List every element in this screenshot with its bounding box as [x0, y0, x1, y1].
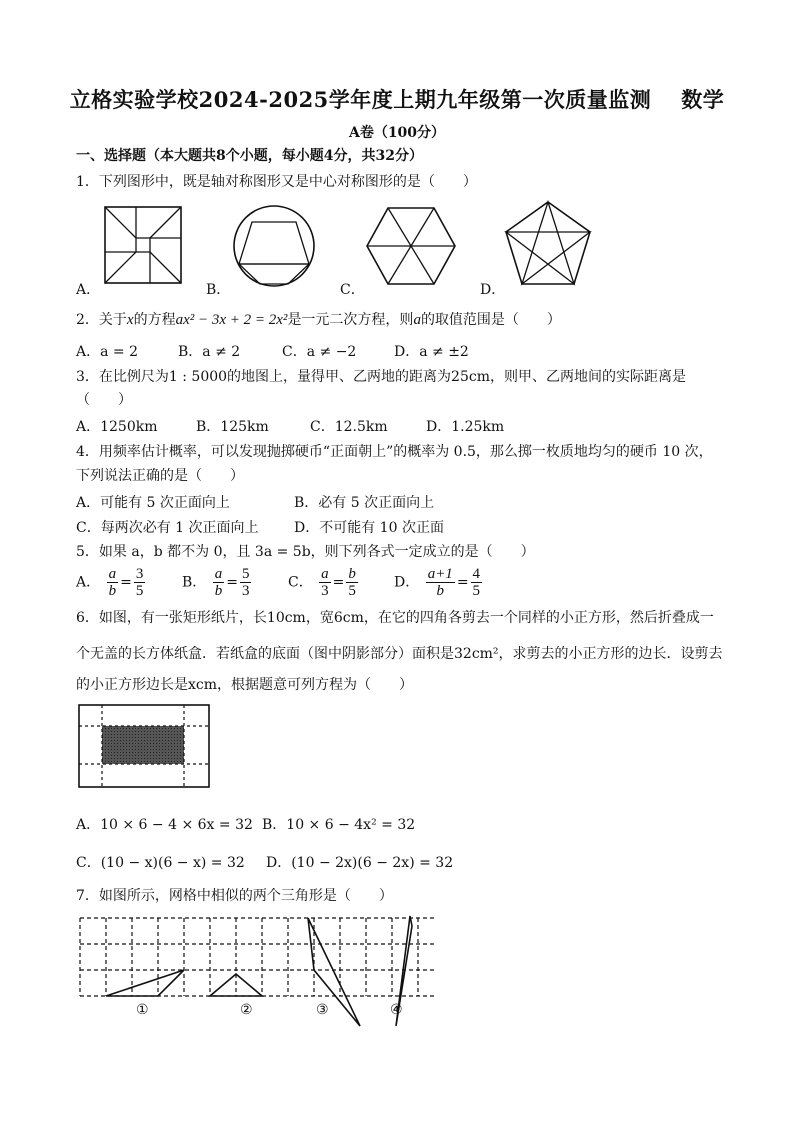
- q4-stem-line1: 4．用频率估计概率，可以发现抛掷硬币“正面朝上”的概率为 0.5，那么掷一枚质地均匀的硬币 10 次，: [76, 444, 713, 460]
- q5-d-equals: =: [456, 574, 469, 591]
- q3-option-a[interactable]: A．1250km: [76, 419, 158, 435]
- q5-option-b-letter: B．: [182, 574, 207, 591]
- exam-title-text: 立格实验学校2024-2025学年度上期九年级第一次质量监测: [69, 87, 652, 112]
- q1-option-d[interactable]: D．: [480, 282, 506, 298]
- q2-var-x: x: [126, 312, 134, 328]
- q7-figure-label-4: ④: [390, 1002, 403, 1018]
- q3-option-d[interactable]: D．1.25km: [426, 419, 505, 435]
- q5-d-left-fraction: $\frac{a+1}{b}$: [427, 566, 453, 599]
- q5-option-a-letter: A．: [76, 574, 101, 591]
- q1-option-a[interactable]: A．: [76, 282, 101, 298]
- q4-option-b[interactable]: B．必有 5 次正面向上: [294, 495, 435, 511]
- q2-stem-part-b: 的方程: [133, 312, 176, 328]
- q5-c-equals: =: [332, 574, 345, 591]
- q6-stem-line2: 个无盖的长方体纸盒．若纸盒的底面（图中阴影部分）面积是32cm²，求剪去的小正方形的边长．设剪去: [76, 646, 723, 662]
- q3-stem-line1: 3．在比例尺为1 : 5000的地图上，量得甲、乙两地的距离为25cm，则甲、乙两地间的实际距离是: [76, 369, 686, 385]
- q2-option-a[interactable]: A．a = 2: [76, 344, 138, 360]
- q6-stem-line1: 6．如图，有一张矩形纸片，长10cm，宽6cm，在它的四角各剪去一个同样的小正方形，然后折叠成一: [76, 610, 714, 626]
- q5-option-a[interactable]: [76, 566, 147, 599]
- q6-option-a[interactable]: A．10 × 6 − 4 × 6x = 32: [76, 817, 253, 833]
- q3-option-b[interactable]: B．125km: [196, 419, 269, 435]
- q2-option-d[interactable]: D．a ≠ ±2: [394, 344, 469, 360]
- q2-stem: [76, 310, 561, 330]
- section-heading: 一、选择题（本大题共8个小题，每小题4分，共32分）: [76, 148, 423, 164]
- q2-stem-part-d: 的取值范围是（ ）: [420, 312, 561, 328]
- q5-b-right-fraction: $\frac{5}{3}$: [241, 566, 250, 599]
- exam-title: [0, 84, 794, 114]
- q5-b-equals: =: [226, 574, 238, 591]
- q1-figure-b: [232, 204, 316, 288]
- q5-option-c-letter: C．: [288, 574, 313, 591]
- q4-stem-line2: 下列说法正确的是（ ）: [76, 468, 244, 484]
- q2-option-b[interactable]: B．a ≠ 2: [178, 344, 241, 360]
- q5-option-b[interactable]: [182, 566, 253, 599]
- q4-option-a[interactable]: A．可能有 5 次正面向上: [76, 495, 230, 511]
- q5-d-right-fraction: $\frac{4}{5}$: [472, 566, 481, 599]
- q5-option-d[interactable]: [394, 566, 484, 599]
- paper-part: A卷（100分）: [348, 125, 446, 141]
- q3-option-c[interactable]: C．12.5km: [310, 419, 388, 435]
- exam-subject: 数学: [681, 87, 725, 112]
- q6-option-c[interactable]: C．(10 − x)(6 − x) = 32: [76, 855, 245, 871]
- q5-c-right-fraction: $\frac{b}{5}$: [348, 566, 356, 599]
- q5-a-right-fraction: $\frac{3}{5}$: [135, 566, 144, 599]
- q1-figure-a: [104, 206, 182, 284]
- q1-stem: 1．下列图形中，既是轴对称图形又是中心对称图形的是（ ）: [76, 174, 477, 190]
- q2-stem-part-c: 是一元二次方程，则: [287, 312, 414, 328]
- q1-figure-d: [504, 200, 592, 286]
- q7-grid-figure: [78, 914, 438, 1026]
- q5-b-left-fraction: $\frac{a}{b}$: [214, 566, 223, 599]
- q2-option-c[interactable]: C．a ≠ −2: [282, 344, 357, 360]
- q4-option-d[interactable]: D．不可能有 10 次正面: [294, 520, 444, 536]
- q5-a-left-fraction: $\frac{a}{b}$: [108, 566, 117, 599]
- q4-option-c[interactable]: C．每两次必有 1 次正面向上: [76, 520, 259, 536]
- q1-option-b[interactable]: B．: [206, 282, 231, 298]
- q7-figure-label-3: ③: [316, 1002, 329, 1018]
- q2-equation: ax² − 3x + 2 = 2x²: [175, 312, 288, 328]
- q3-stem-line2: （ ）: [76, 392, 132, 408]
- q7-figure-label-2: ②: [240, 1002, 253, 1018]
- q2-stem-part-a: 2．关于: [76, 312, 127, 328]
- q6-option-b[interactable]: B．10 × 6 − 4x² = 32: [262, 817, 416, 833]
- q6-option-d[interactable]: D．(10 − 2x)(6 − 2x) = 32: [266, 855, 454, 871]
- q5-a-equals: =: [120, 574, 132, 591]
- q1-figure-c: [366, 206, 456, 286]
- q7-figure-label-1: ①: [136, 1002, 149, 1018]
- q6-stem-line3: 的小正方形边长是xcm，根据题意可列方程为（ ）: [76, 677, 414, 693]
- q5-option-d-letter: D．: [394, 574, 420, 591]
- q5-stem: 5．如果 a，b 都不为 0，且 3a = 5b，则下列各式一定成立的是（ ）: [76, 544, 535, 560]
- q5-c-left-fraction: $\frac{a}{3}$: [321, 566, 329, 599]
- q2-var-a: a: [413, 312, 421, 328]
- q7-stem: 7．如图所示，网格中相似的两个三角形是（ ）: [76, 888, 393, 904]
- q6-paper-figure: [78, 704, 210, 788]
- q5-option-c[interactable]: [288, 566, 360, 599]
- q1-option-c[interactable]: C．: [340, 282, 365, 298]
